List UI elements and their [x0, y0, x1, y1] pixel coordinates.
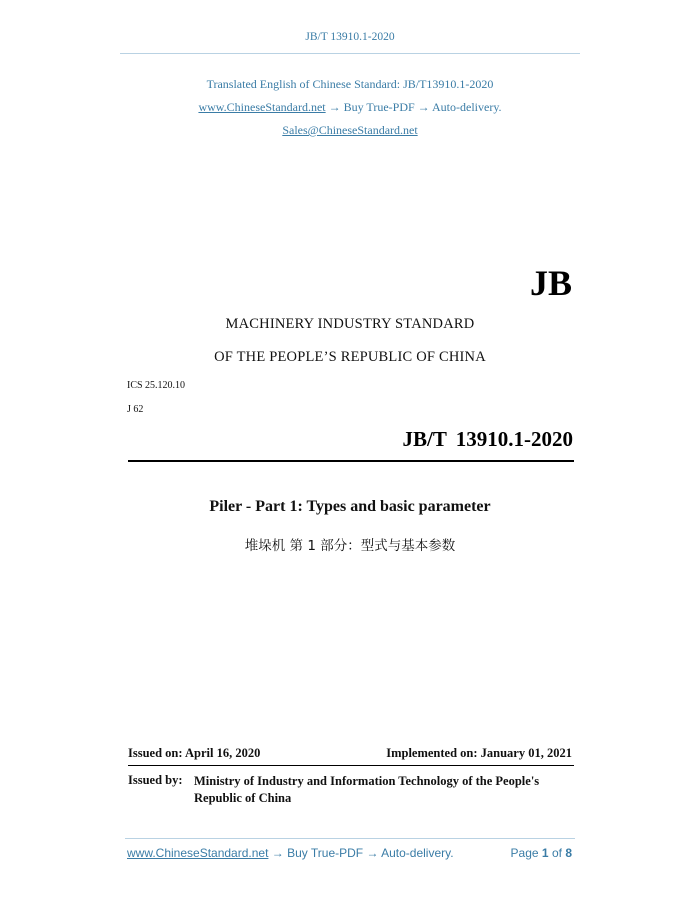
ics-code: ICS 25.120.10 [127, 380, 186, 391]
footer-site-link[interactable]: www.ChineseStandard.net [127, 846, 269, 860]
issuance-divider [128, 765, 574, 766]
implemented-on-date: Implemented on: January 01, 2021 [386, 746, 572, 760]
header-divider [120, 53, 580, 54]
promo-line-email [0, 123, 700, 138]
promo-email-link[interactable]: Sales@ChineseStandard.net [282, 123, 418, 137]
page-label: Page [510, 846, 539, 860]
promo-purchase-text: → Buy True-PDF → Auto-delivery. [325, 100, 502, 114]
page-indicator [511, 846, 572, 860]
issued-by-authority [194, 773, 574, 807]
standard-category-mark: JB [529, 263, 572, 303]
issued-by-line2: Republic of China [194, 791, 292, 805]
page-of-label: of [551, 846, 562, 860]
document-title-english: Piler - Part 1: Types and basic parameter [209, 498, 491, 515]
standard-body-title-line1: MACHINERY INDUSTRY STANDARD [225, 316, 475, 332]
footer-promo [127, 846, 454, 860]
promo-line-purchase [0, 100, 700, 115]
promo-line-translation: Translated English of Chinese Standard: JB/T13910.1-2020 [206, 77, 494, 91]
ccs-code: J 62 [127, 404, 144, 415]
standard-number-underline [128, 460, 574, 462]
issued-by-label: Issued by: [128, 773, 183, 787]
page-total: 8 [565, 846, 572, 860]
issued-by-line1: Ministry of Industry and Information Technology of the People's [194, 774, 540, 788]
issued-on-date: Issued on: April 16, 2020 [128, 746, 261, 760]
document-title-chinese: 堆垛机 第 1 部分：型式与基本参数 [244, 538, 456, 554]
promo-site-link[interactable]: www.ChineseStandard.net [198, 100, 326, 114]
running-header-doc-id: JB/T 13910.1-2020 [305, 31, 395, 43]
footer-purchase-text: → Buy True-PDF → Auto-delivery. [268, 846, 454, 860]
footer-divider [125, 838, 575, 839]
page-current: 1 [541, 846, 549, 860]
standard-body-title-line2: OF THE PEOPLE’S REPUBLIC OF CHINA [214, 349, 486, 365]
standard-number: JB/T 13910.1-2020 [402, 427, 573, 451]
